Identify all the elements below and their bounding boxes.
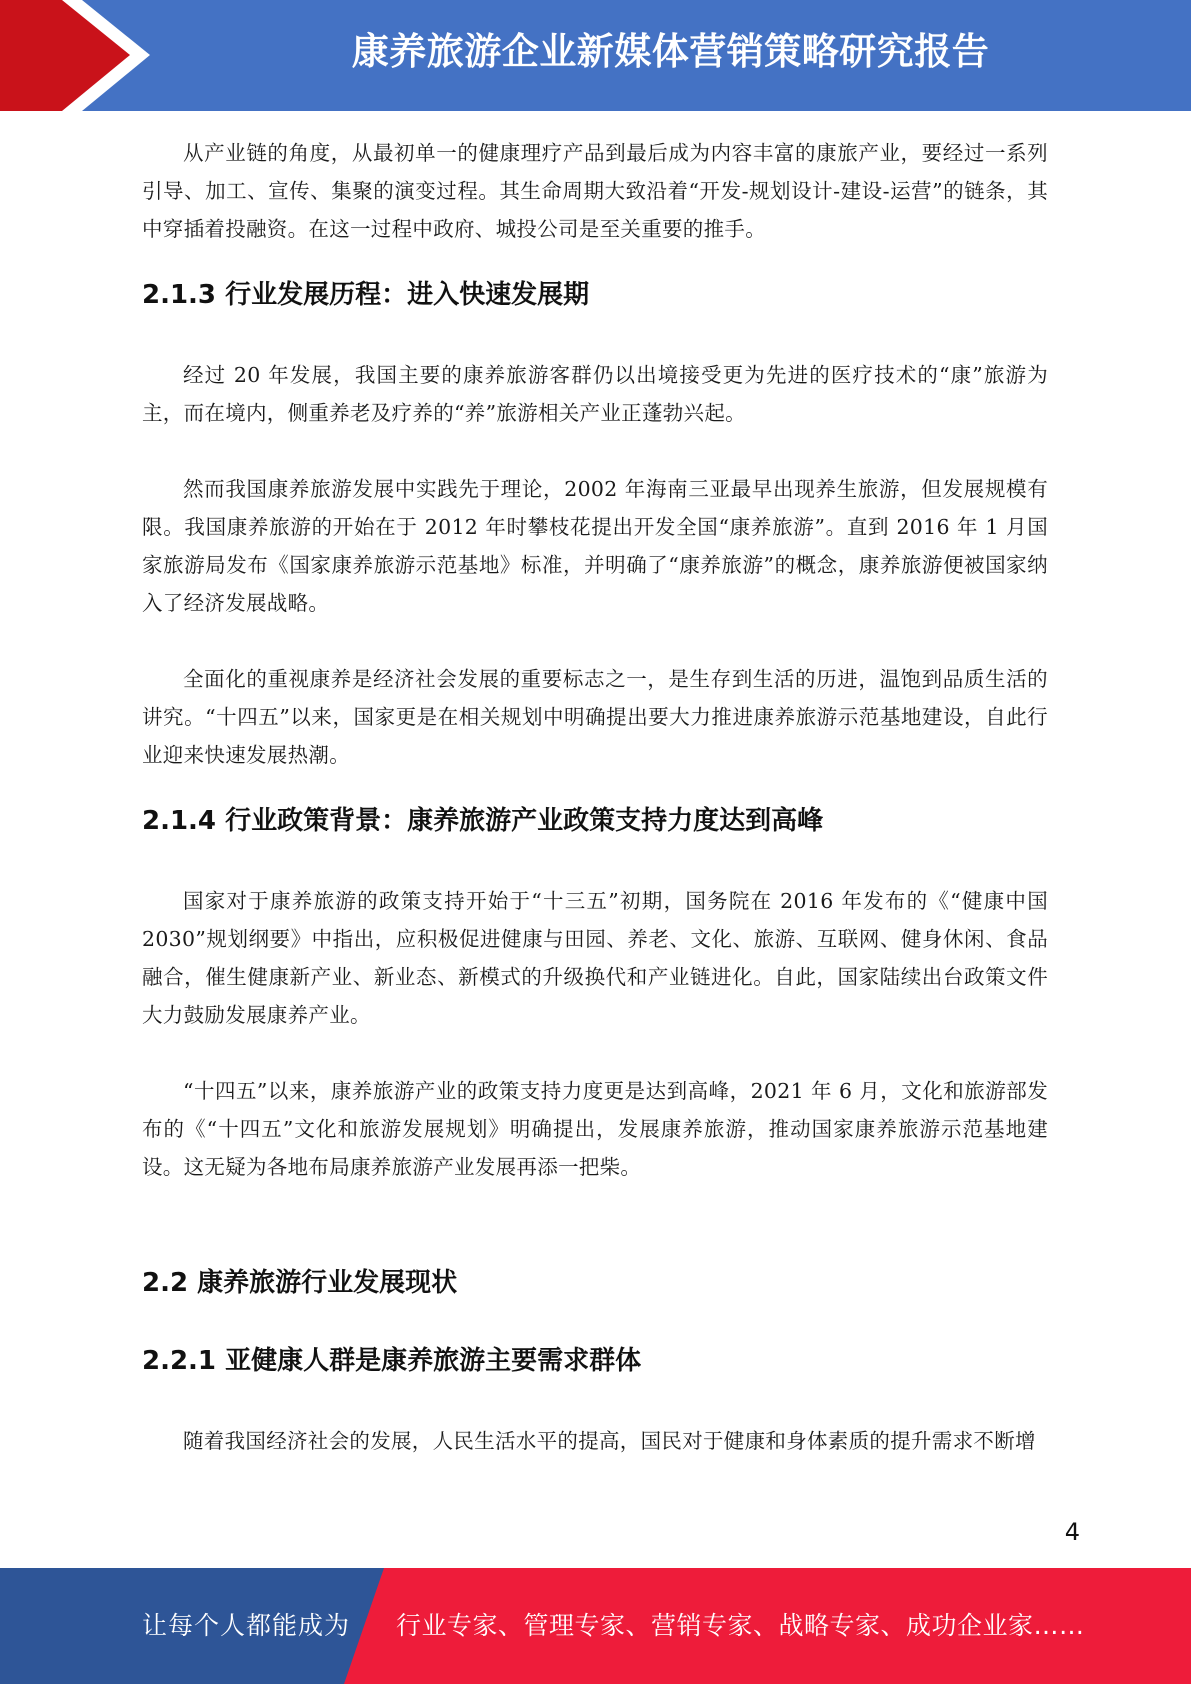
paragraph-policy-support-13th: 国家对于康养旅游的政策支持开始于“十三五”初期，国务院在 2016 年发布的《“健康中国 2030”规划纲要》中指出，应积极促进健康与田园、养老、文化、旅游、互联网、健身休闲、食品融合，催生健康新产业、新业态、新模式的升级换代和产业链进化。自此，国家陆续出台政策文件大力鼓励发展康养产业。 — [142, 889, 1048, 1027]
page-body — [142, 134, 1048, 1460]
paragraph-development-20-years: 经过 20 年发展，我国主要的康养旅游客群仍以出境接受更为先进的医疗技术的“康”旅游为主，而在境内，侧重养老及疗养的“养”旅游相关产业正蓬勃兴起。 — [142, 363, 1048, 425]
heading-2-1-3: 2.1.3 行业发展历程：进入快速发展期 — [142, 280, 590, 310]
paragraph-policy-support-14th: “十四五”以来，康养旅游产业的政策支持力度更是达到高峰，2021 年 6 月，文化和旅游部发布的《“十四五”文化和旅游发展规划》明确提出，发展康养旅游，推动国家康养旅游示范基地建设。这无疑为各地布局康养旅游产业发展再添一把柴。 — [142, 1079, 1048, 1179]
footer-slogan-left: 让每个人都能成为 — [142, 1611, 351, 1640]
page-footer — [0, 1568, 1191, 1684]
footer-slogan-right: 行业专家、管理专家、营销专家、战略专家、成功企业家…… — [396, 1611, 1085, 1640]
paragraph-sub-health-demand: 随着我国经济社会的发展，人民生活水平的提高，国民对于健康和身体素质的提升需求不断增 — [183, 1429, 1036, 1453]
heading-2-1-4: 2.1.4 行业政策背景：康养旅游产业政策支持力度达到高峰 — [142, 806, 824, 836]
heading-2-2: 2.2 康养旅游行业发展现状 — [142, 1268, 458, 1298]
page-number: 4 — [1064, 1518, 1080, 1546]
paragraph-comprehensive-attention: 全面化的重视康养是经济社会发展的重要标志之一，是生存到生活的历进，温饱到品质生活的讲究。“十四五”以来，国家更是在相关规划中明确提出要大力推进康养旅游示范基地建设，自此行业迎来快速发展热潮。 — [142, 667, 1048, 767]
page-header — [0, 0, 1191, 111]
report-title: 康养旅游企业新媒体营销策略研究报告 — [351, 30, 990, 73]
heading-2-2-1: 2.2.1 亚健康人群是康养旅游主要需求群体 — [142, 1346, 642, 1376]
paragraph-industry-chain: 从产业链的角度，从最初单一的健康理疗产品到最后成为内容丰富的康旅产业，要经过一系列引导、加工、宣传、集聚的演变过程。其生命周期大致沿着“开发-规划设计-建设-运营”的链条，其中穿插着投融资。在这一过程中政府、城投公司是至关重要的推手。 — [142, 141, 1048, 241]
paragraph-practice-before-theory: 然而我国康养旅游发展中实践先于理论，2002 年海南三亚最早出现养生旅游，但发展规模有限。我国康养旅游的开始在于 2012 年时攀枝花提出开发全国“康养旅游”。直到 2016 年 1 月国家旅游局发布《国家康养旅游示范基地》标准，并明确了“康养旅游”的概念，康养旅游便被国家纳入了经济发展战略。 — [142, 477, 1048, 615]
